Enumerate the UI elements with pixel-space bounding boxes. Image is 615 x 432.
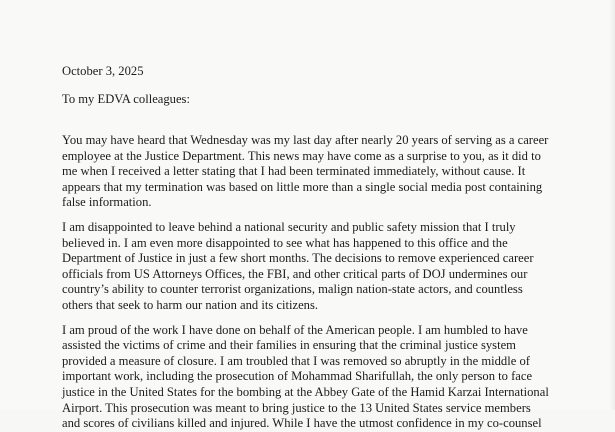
paragraph-line: country’s ability to counter terrorist organizations, malign nation-state actors, and countless — [62, 282, 523, 297]
paragraph-line: I am proud of the work I have done on behalf of the American people. I am humbled to have — [62, 322, 528, 337]
letter-date: October 3, 2025 — [62, 64, 144, 78]
letter-body — [62, 64, 607, 432]
paragraph-line: important work, including the prosecution of Mohammad Sharifullah, the only person to face — [62, 369, 533, 384]
paragraph-line: others that seek to harm our nation and its citizens. — [62, 297, 319, 312]
paragraph-line: provided a measure of closure. I am troubled that I was removed so abruptly in the middle of — [62, 353, 530, 368]
paragraph-line: officials from US Attorneys Offices, the FBI, and other critical parts of DOJ undermines our — [62, 266, 528, 281]
paragraph-line: assisted the victims of crime and their families in ensuring that the criminal justice system — [62, 338, 516, 353]
paragraph-line: Department of Justice in just a few short months. The decisions to remove experienced career — [62, 251, 534, 266]
paragraph-line: appears that my termination was based on little more than a single social media post containing — [62, 179, 543, 194]
paragraph-line: Airport. This prosecution was meant to bring justice to the 13 United States service members — [62, 400, 531, 415]
paragraph-line: I am disappointed to leave behind a national security and public safety mission that I truly — [62, 219, 516, 234]
paragraph-disappointment — [62, 220, 607, 314]
paragraph-line: justice in the United States for the bombing at the Abbey Gate of the Hamid Karzai International — [62, 384, 549, 399]
letter-salutation: To my EDVA colleagues: — [62, 92, 190, 106]
paragraph-line: You may have heard that Wednesday was my last day after nearly 20 years of serving as a career — [62, 133, 549, 147]
paragraph-line: employee at the Justice Department. This news may have come as a surprise to you, as it did to — [62, 148, 541, 163]
page-edge-shadow — [609, 0, 615, 410]
paragraph-line: and scores of civilians killed and injured. While I have the utmost confidence in my co-counsel — [62, 416, 542, 431]
paragraph-termination — [62, 133, 607, 211]
paragraph-pride — [62, 323, 607, 432]
paragraph-line: false information. — [62, 195, 152, 210]
paragraph-line: believed in. I am even more disappointed to see what has happened to this office and the — [62, 235, 508, 250]
paragraph-line: me when I received a letter stating that I had been terminated immediately, without cause. It — [62, 164, 526, 179]
